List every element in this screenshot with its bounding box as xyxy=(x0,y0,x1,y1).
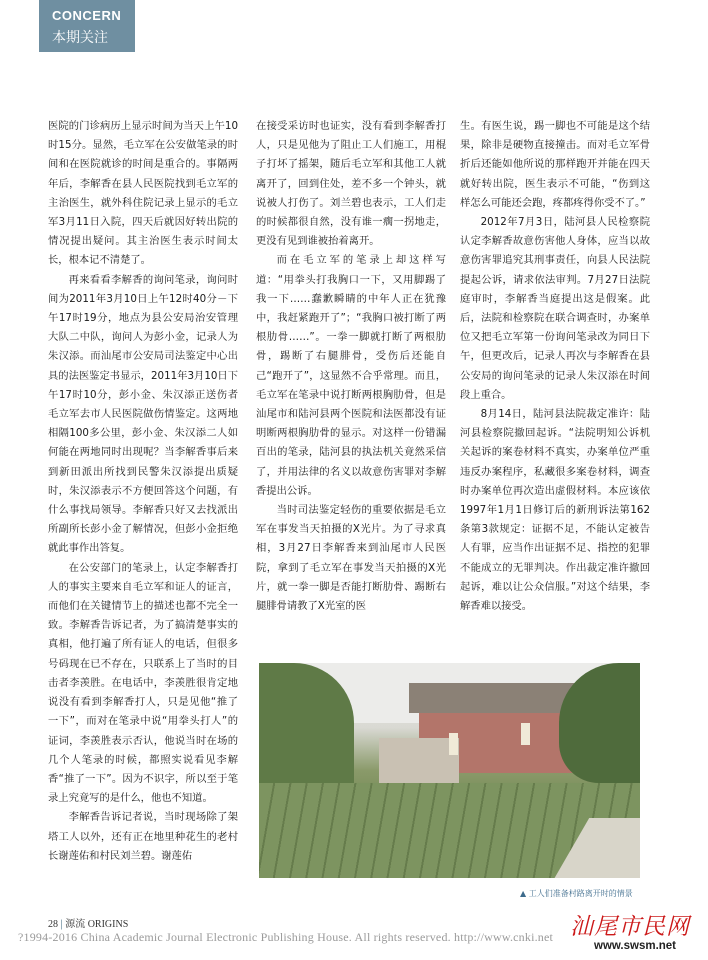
article-column-1 xyxy=(48,117,238,866)
page-number: 28 xyxy=(48,919,58,930)
photo-shed xyxy=(379,738,459,783)
site-watermark xyxy=(560,908,700,958)
section-label-zh: 本期关注 xyxy=(52,30,108,46)
paragraph: 再来看看李解香的询问笔录，询问时间为2011年3月10日上午12时40分－下午17时19分，地点为县公安局治安管理大队二中队，询问人为彭小金，记录人为朱汉添。而汕尾市公安局司法鉴定中心出具的法医鉴定书显示，2011年3月10日下午17时10分，彭小金、朱汉添正送伤者毛立军去市人民医院做伤情鉴定。这两地相隔100多公里，彭小金、朱汉添二人如何能在两地同时出现呢？当李解香事后来到新田派出所找到民警朱汉添提出质疑时，朱汉添表示不方便回答这个问题，有什么事找局领导。李解香只好又去找派出所副所长彭小金了解情况，但彭小金拒绝就此事作出答复。 xyxy=(48,273,239,555)
article-photo xyxy=(259,663,640,878)
paragraph: 李解香告诉记者说，当时现场除了架塔工人以外，还有正在地里种花生的老村长谢莲佑和村民刘兰碧。谢莲佑 xyxy=(48,811,238,862)
page-footer xyxy=(48,915,128,930)
watermark-url: www.swsm.net xyxy=(594,940,677,952)
paragraph: 8月14日，陆河县法院裁定准许：陆河县检察院撤回起诉。“法院明知公诉机关起诉的案卷材料不真实，办案单位严重违反办案程序，私藏很多案卷材料，调查时办案单位再次造出虚假材料。本应该依1997年1月1日修订后的新刑诉法第162条第3款规定：证据不足，不能认定被告人有罪，应当作出证据不足、指控的犯罪不能成立的无罪判决。作出裁定准许撤回起诉，难以让公众信服。”对这个结果，李解香难以接受。 xyxy=(460,408,650,613)
paragraph: 而在毛立军的笔录上却这样写道：“用拳头打我胸口一下，又用脚踢了我一下……蠢歉瞬睛的中年人正在犹豫中，我赶紧跑开了”；“我胸口被打断了两根肋骨……”。一拳一脚就打断了两根肋骨，踢断了右腿腓骨，受伤后还能自己“跑开了”，这显然不合乎常理。而且，毛立军在笔录中说打断两根胸肋骨，但是汕尾市和陆河县两个医院和法医都没有证明断两根胸肋骨的显示。对这样一份错漏百出的笔录，陆河县的执法机关竟然采信了，并用法律的名义以故意伤害罪对李解香提出公诉。 xyxy=(256,254,446,497)
magazine-name: 源流 ORIGINS xyxy=(65,919,129,930)
photo-caption: ▲ 工人们准备村路离开时的情景 xyxy=(520,889,633,898)
paragraph: 在公安部门的笔录上，认定李解香打人的事实主要来自毛立军和证人的证言，而他们在关键情节上的描述也都不完全一致。李解香告诉记者，为了搞清楚事实的真相，他打遍了所有证人的电话，但很多号码现在已不存在，只联系上了当时的目击者李羡胜。在电话中，李羡胜很肯定地说没有看到李解香打人，只是见他“推了一下”，而对在笔录中说“用拳头打人”的证词，李羡胜表示否认，他说当时在场的几个人笔录的时候，都照实说看见李解香“推了一下”。因为不识字，所以至于笔录上究竟写的是什么，他也不知道。 xyxy=(48,561,238,805)
footer-divider: | xyxy=(60,919,63,930)
section-label-en: CONCERN xyxy=(52,8,122,23)
article-column-3 xyxy=(460,117,650,616)
paragraph: 医院的门诊病历上显示时间为当天上午10时15分。显然，毛立军在公安做笔录的时间和在医院就诊的时间是重合的。事隔两年后，李解香在县人民医院找到毛立军的主治医生，就外科住院记录上显示的毛立军3月11日入院，四天后就因好转出院的情况提出疑问。其主治医生表示时间太长，根本记不清楚了。 xyxy=(48,120,238,267)
photo-worker xyxy=(449,733,458,755)
paragraph: 2012年7月3日，陆河县人民检察院认定李解香故意伤害他人身体，应当以故意伤害罪追究其刑事责任，向县人民法院提起公诉，请求依法审判。7月27日法院庭审时，李解香当庭提出这是假案。此后，法院和检察院在联合调查时，办案单位又把毛立军第一份询问笔录改为同日下午，但更改后，记录人再次与李解香在县公安局的询问笔录的记录人朱汉添在时间段上重合。 xyxy=(460,216,650,401)
watermark-title: 汕尾市民网 xyxy=(570,914,690,940)
paragraph: 当时司法鉴定轻伤的重要依据是毛立军在事发当天拍摄的X光片。为了寻求真相，3月27日李解香来到汕尾市人民医院，拿到了毛立军在事发当天拍摄的X光片，就一拳一脚是否能打断肋骨、踢断右腿腓骨请教了X光室的医 xyxy=(256,504,446,613)
paragraph: 生。有医生说，踢一脚也不可能是这个结果，除非是硬物直接撞击。而对毛立军骨折后还能如他所说的那样跑开并能在四天就好转出院，医生表示不可能，“伤到这样怎么可能还会跑，疼都疼得你受不了。” xyxy=(460,120,650,209)
photo-worker xyxy=(521,723,530,745)
article-column-2 xyxy=(256,117,446,616)
paragraph: 在接受采访时也证实，没有看到李解香打人，只是见他为了阻止工人们施工，用棍子打坏了摇架，随后毛立军和其他工人就离开了，回到住处，差不多一个钟头，就说被人打伤了。刘兰碧也表示，工人们走的时候都很自然，没有谁一瘸一拐地走，更没有见到谁被抬着离开。 xyxy=(256,120,446,248)
copyright-line: ?1994-2016 China Academic Journal Electronic Publishing House. All rights reserved. http://www.cnki.net xyxy=(18,930,554,944)
section-header xyxy=(39,0,135,52)
